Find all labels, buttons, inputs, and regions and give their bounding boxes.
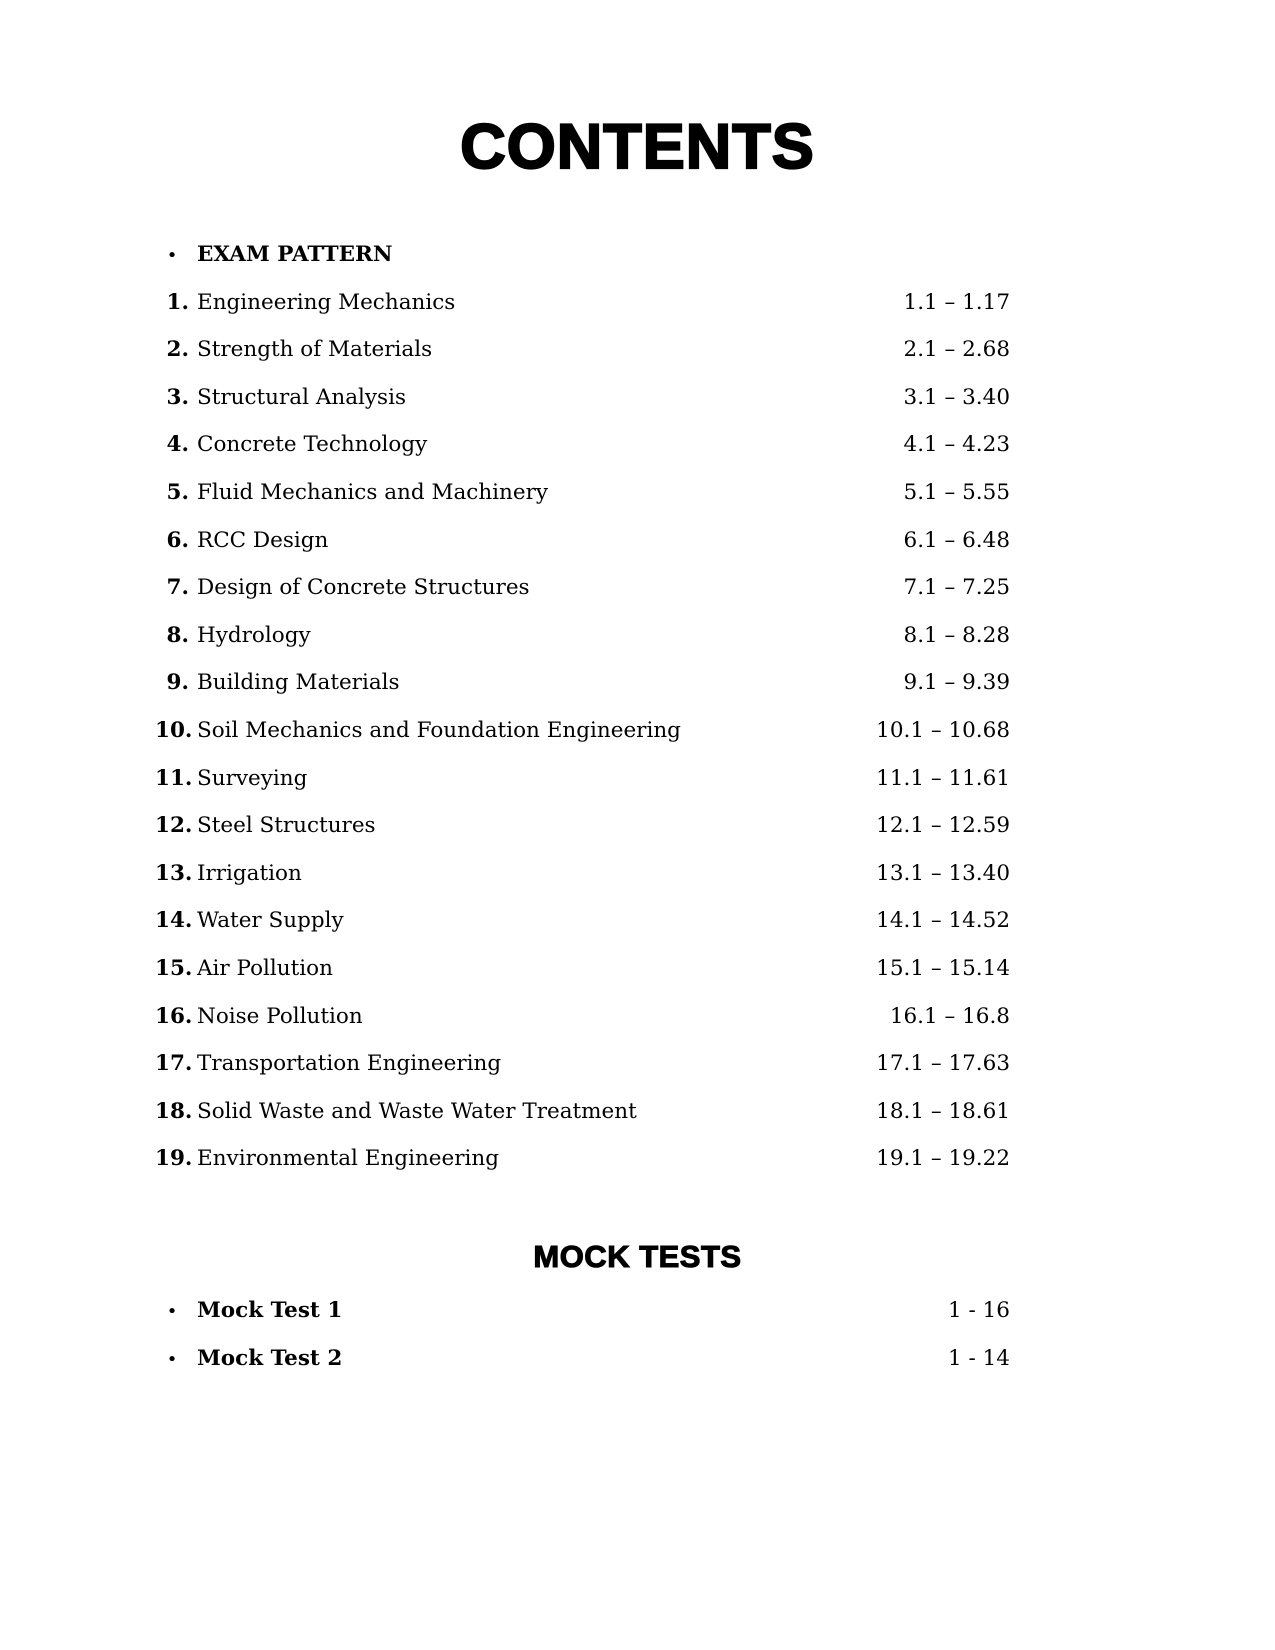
- chapter-number: 9.: [166, 670, 189, 696]
- exam-pattern-label: EXAM PATTERN: [197, 242, 393, 267]
- mock-test-item: [155, 1335, 1010, 1383]
- chapter-pages: 11.1 – 11.61: [876, 765, 1010, 791]
- chapter-number: 4.: [166, 432, 189, 458]
- mock-tests-list: [155, 1287, 1010, 1383]
- toc-entry: [155, 421, 1010, 469]
- chapter-pages: 19.1 – 19.22: [876, 1146, 1010, 1172]
- mock-test-item: [155, 1287, 1010, 1335]
- toc-entry: [155, 659, 1010, 707]
- toc-entry: [155, 945, 1010, 993]
- chapter-number: 14.: [155, 908, 193, 934]
- bullet-icon: •: [166, 245, 178, 266]
- toc-entry: [155, 564, 1010, 612]
- chapter-title: Irrigation: [197, 860, 302, 886]
- chapter-title: Design of Concrete Structures: [197, 575, 530, 601]
- chapter-title: Building Materials: [197, 670, 400, 696]
- chapter-title: Strength of Materials: [197, 337, 433, 363]
- toc-entry: [155, 850, 1010, 898]
- chapter-pages: 12.1 – 12.59: [876, 813, 1010, 839]
- chapter-title: Water Supply: [197, 908, 344, 934]
- chapter-pages: 14.1 – 14.52: [876, 908, 1010, 934]
- chapter-title: Solid Waste and Waste Water Treatment: [197, 1098, 637, 1124]
- chapter-title: Noise Pollution: [197, 1003, 363, 1029]
- mock-test-pages: 1 - 14: [948, 1345, 1010, 1371]
- chapter-title: Environmental Engineering: [197, 1146, 499, 1172]
- toc-entry: [155, 755, 1010, 803]
- chapter-title: Engineering Mechanics: [197, 289, 456, 315]
- mock-test-label: Mock Test 1: [197, 1297, 343, 1323]
- chapter-pages: 7.1 – 7.25: [903, 575, 1010, 601]
- chapter-pages: 10.1 – 10.68: [876, 717, 1010, 743]
- page-title: CONTENTS: [460, 112, 815, 182]
- toc-entry: [155, 517, 1010, 565]
- chapter-number: 8.: [166, 622, 189, 648]
- chapter-title: Structural Analysis: [197, 384, 406, 410]
- chapter-pages: 3.1 – 3.40: [903, 384, 1010, 410]
- toc-entry: [155, 802, 1010, 850]
- chapter-number: 10.: [155, 717, 193, 743]
- chapter-number: 6.: [166, 527, 189, 553]
- toc-entry: [155, 993, 1010, 1041]
- bullet-icon: •: [166, 1300, 178, 1322]
- toc-entry: [155, 279, 1010, 327]
- chapter-title: Soil Mechanics and Foundation Engineering: [197, 717, 681, 743]
- toc-entry: [155, 612, 1010, 660]
- chapter-title: Air Pollution: [197, 955, 333, 981]
- chapter-number: 15.: [155, 955, 193, 981]
- chapter-pages: 6.1 – 6.48: [903, 527, 1010, 553]
- chapter-title: Concrete Technology: [197, 432, 428, 458]
- chapter-pages: 15.1 – 15.14: [876, 955, 1010, 981]
- chapter-title: Fluid Mechanics and Machinery: [197, 479, 549, 505]
- chapter-number: 2.: [166, 337, 189, 363]
- chapter-number: 18.: [155, 1098, 193, 1124]
- mock-tests-heading: MOCK TESTS: [533, 1238, 742, 1274]
- chapter-number: 17.: [155, 1051, 193, 1077]
- chapter-pages: 18.1 – 18.61: [876, 1098, 1010, 1124]
- mock-test-pages: 1 - 16: [948, 1297, 1010, 1323]
- chapter-title: RCC Design: [197, 527, 329, 553]
- toc-entry: [155, 326, 1010, 374]
- chapter-pages: 1.1 – 1.17: [903, 289, 1010, 315]
- chapter-number: 12.: [155, 813, 193, 839]
- chapter-number: 19.: [155, 1146, 193, 1172]
- chapter-title: Transportation Engineering: [197, 1051, 502, 1077]
- toc-entry: [155, 469, 1010, 517]
- chapter-pages: 4.1 – 4.23: [903, 432, 1010, 458]
- chapter-pages: 16.1 – 16.8: [889, 1003, 1010, 1029]
- chapter-title: Surveying: [197, 765, 308, 791]
- chapter-title: Steel Structures: [197, 813, 376, 839]
- chapter-pages: 8.1 – 8.28: [903, 622, 1010, 648]
- toc-list: [155, 231, 1010, 1183]
- chapter-pages: 5.1 – 5.55: [903, 479, 1010, 505]
- toc-entry: [155, 1040, 1010, 1088]
- mock-test-label: Mock Test 2: [197, 1345, 343, 1371]
- bullet-icon: •: [166, 1348, 178, 1370]
- chapter-pages: 2.1 – 2.68: [903, 337, 1010, 363]
- chapter-number: 13.: [155, 860, 193, 886]
- exam-pattern-item: [155, 231, 1010, 279]
- chapter-pages: 13.1 – 13.40: [876, 860, 1010, 886]
- toc-entry: [155, 897, 1010, 945]
- chapter-pages: 17.1 – 17.63: [876, 1051, 1010, 1077]
- chapter-number: 5.: [166, 479, 189, 505]
- chapter-number: 11.: [155, 765, 193, 791]
- toc-entry: [155, 707, 1010, 755]
- toc-entry: [155, 374, 1010, 422]
- chapter-number: 1.: [166, 289, 189, 315]
- chapter-number: 16.: [155, 1003, 193, 1029]
- toc-entry: [155, 1135, 1010, 1183]
- toc-entry: [155, 1088, 1010, 1136]
- chapter-pages: 9.1 – 9.39: [903, 670, 1010, 696]
- chapter-number: 3.: [166, 384, 189, 410]
- chapter-title: Hydrology: [197, 622, 311, 648]
- chapter-number: 7.: [166, 575, 189, 601]
